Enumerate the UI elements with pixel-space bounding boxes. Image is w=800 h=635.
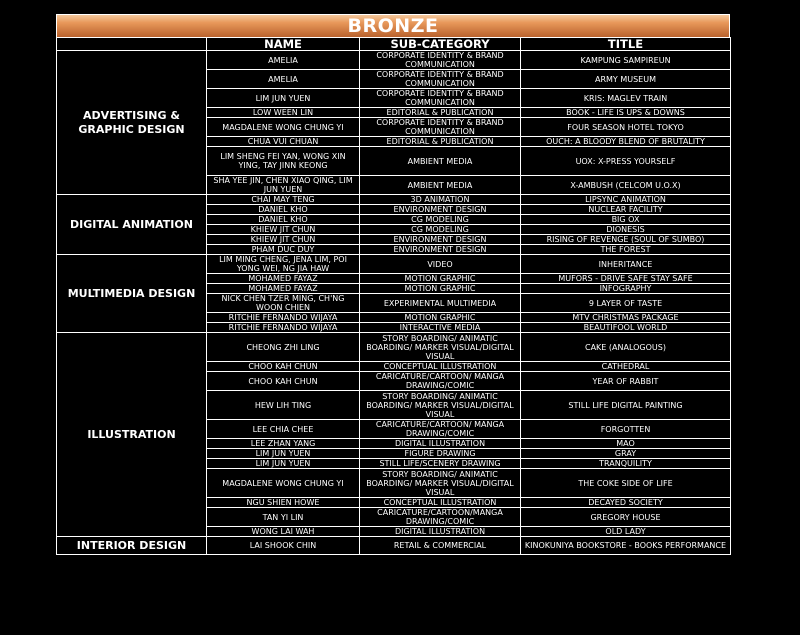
- subcategory-cell: MOTION GRAPHIC: [360, 313, 521, 323]
- title-cell: UOX: X-PRESS YOURSELF: [521, 147, 731, 176]
- name-cell: RITCHIE FERNANDO WIJAYA: [207, 323, 360, 333]
- name-cell: MAGDALENE WONG CHUNG YI: [207, 118, 360, 137]
- name-cell: WONG LAI WAH: [207, 527, 360, 537]
- page-title: BRONZE: [56, 14, 730, 37]
- category-cell: MULTIMEDIA DESIGN: [57, 255, 207, 333]
- subcategory-cell: CORPORATE IDENTITY & BRAND COMMUNICATION: [360, 51, 521, 70]
- title-cell: TRANQUILITY: [521, 459, 731, 469]
- table-body: [57, 51, 731, 555]
- subcategory-cell: ENVIRONMENT DESIGN: [360, 235, 521, 245]
- subcategory-cell: EDITORIAL & PUBLICATION: [360, 108, 521, 118]
- table-row: [57, 333, 731, 362]
- title-cell: RISING OF REVENGE (SOUL OF SUMBO): [521, 235, 731, 245]
- subcategory-cell: EXPERIMENTAL MULTIMEDIA: [360, 294, 521, 313]
- title-cell: FORGOTTEN: [521, 420, 731, 439]
- title-cell: CATHEDRAL: [521, 362, 731, 372]
- subcategory-cell: CARICATURE/CARTOON/ MANGA DRAWING/COMIC: [360, 372, 521, 391]
- subcategory-cell: CARICATURE/CARTOON/MANGA DRAWING/COMIC: [360, 508, 521, 527]
- name-cell: NICK CHEN TZER MING, CH'NG WOON CHIEN: [207, 294, 360, 313]
- subcategory-cell: STORY BOARDING/ ANIMATIC BOARDING/ MARKER VISUAL/DIGITAL VISUAL: [360, 391, 521, 420]
- title-cell: INFOGRAPHY: [521, 284, 731, 294]
- subcategory-cell: CARICATURE/CARTOON/ MANGA DRAWING/COMIC: [360, 420, 521, 439]
- name-cell: LEE ZHAN YANG: [207, 439, 360, 449]
- subcategory-cell: ENVIRONMENT DESIGN: [360, 245, 521, 255]
- subcategory-cell: CG MODELING: [360, 225, 521, 235]
- table-row: [57, 195, 731, 205]
- name-cell: AMELIA: [207, 51, 360, 70]
- name-cell: RITCHIE FERNANDO WIJAYA: [207, 313, 360, 323]
- subcategory-cell: 3D ANIMATION: [360, 195, 521, 205]
- table-row: [57, 51, 731, 70]
- name-cell: NGU SHIEN HOWE: [207, 498, 360, 508]
- title-cell: LIPSYNC ANIMATION: [521, 195, 731, 205]
- title-cell: GREGORY HOUSE: [521, 508, 731, 527]
- name-cell: DANIEL KHO: [207, 205, 360, 215]
- subcategory-cell: RETAIL & COMMERCIAL: [360, 537, 521, 555]
- title-cell: THE COKE SIDE OF LIFE: [521, 469, 731, 498]
- subcategory-cell: MOTION GRAPHIC: [360, 274, 521, 284]
- title-cell: BEAUTIFOOL WORLD: [521, 323, 731, 333]
- title-cell: GRAY: [521, 449, 731, 459]
- name-cell: AMELIA: [207, 70, 360, 89]
- category-cell: DIGITAL ANIMATION: [57, 195, 207, 255]
- title-cell: MTV CHRISTMAS PACKAGE: [521, 313, 731, 323]
- name-cell: MAGDALENE WONG CHUNG YI: [207, 469, 360, 498]
- name-cell: SHA YEE JIN, CHEN XIAO QING, LIM JUN YUEN: [207, 176, 360, 195]
- name-cell: LAI SHOOK CHIN: [207, 537, 360, 555]
- subcategory-cell: MOTION GRAPHIC: [360, 284, 521, 294]
- category-cell: ILLUSTRATION: [57, 333, 207, 537]
- title-cell: ARMY MUSEUM: [521, 70, 731, 89]
- title-cell: OLD LADY: [521, 527, 731, 537]
- title-cell: DECAYED SOCIETY: [521, 498, 731, 508]
- name-cell: LIM JUN YUEN: [207, 89, 360, 108]
- title-cell: YEAR OF RABBIT: [521, 372, 731, 391]
- category-cell: INTERIOR DESIGN: [57, 537, 207, 555]
- title-cell: KRIS: MAGLEV TRAIN: [521, 89, 731, 108]
- subcategory-cell: EDITORIAL & PUBLICATION: [360, 137, 521, 147]
- title-cell: 9 LAYER OF TASTE: [521, 294, 731, 313]
- title-cell: FOUR SEASON HOTEL TOKYO: [521, 118, 731, 137]
- title-cell: OUCH: A BLOODY BLEND OF BRUTALITY: [521, 137, 731, 147]
- name-cell: LIM JUN YUEN: [207, 449, 360, 459]
- subcategory-cell: STORY BOARDING/ ANIMATIC BOARDING/ MARKER VISUAL/DIGITAL VISUAL: [360, 333, 521, 362]
- title-cell: X-AMBUSH (CELCOM U.O.X): [521, 176, 731, 195]
- category-header: [57, 38, 207, 51]
- name-header: NAME: [207, 38, 360, 51]
- subcategory-cell: INTERACTIVE MEDIA: [360, 323, 521, 333]
- subcategory-cell: CONCEPTUAL ILLUSTRATION: [360, 498, 521, 508]
- subcategory-cell: AMBIENT MEDIA: [360, 176, 521, 195]
- name-cell: TAN YI LIN: [207, 508, 360, 527]
- name-cell: MOHAMED FAYAZ: [207, 274, 360, 284]
- name-cell: LIM MING CHENG, JENA LIM, POI YONG WEI, NG JIA HAW: [207, 255, 360, 274]
- category-cell: ADVERTISING & GRAPHIC DESIGN: [57, 51, 207, 195]
- title-cell: BIG OX: [521, 215, 731, 225]
- subcategory-cell: CORPORATE IDENTITY & BRAND COMMUNICATION: [360, 70, 521, 89]
- subcategory-cell: CONCEPTUAL ILLUSTRATION: [360, 362, 521, 372]
- name-cell: HEW LIH TING: [207, 391, 360, 420]
- header-row: [57, 38, 731, 51]
- name-cell: CHEONG ZHI LING: [207, 333, 360, 362]
- title-cell: INHERITANCE: [521, 255, 731, 274]
- subcategory-cell: ENVIRONMENT DESIGN: [360, 205, 521, 215]
- name-cell: CHOO KAH CHUN: [207, 372, 360, 391]
- title-cell: THE FOREST: [521, 245, 731, 255]
- title-cell: KINOKUNIYA BOOKSTORE - BOOKS PERFORMANCE: [521, 537, 731, 555]
- awards-table: [56, 37, 731, 555]
- title-cell: KAMPUNG SAMPIREUN: [521, 51, 731, 70]
- subcategory-cell: DIGITAL ILLUSTRATION: [360, 527, 521, 537]
- bronze-awards-table: [56, 14, 730, 555]
- name-cell: CHUA VUI CHUAN: [207, 137, 360, 147]
- title-cell: MAO: [521, 439, 731, 449]
- name-cell: PHAM DUC DUY: [207, 245, 360, 255]
- title-cell: DIONESIS: [521, 225, 731, 235]
- title-cell: STILL LIFE DIGITAL PAINTING: [521, 391, 731, 420]
- name-cell: LIM SHENG FEI YAN, WONG XIN YING, TAY JINN KEONG: [207, 147, 360, 176]
- subcategory-header: SUB-CATEGORY: [360, 38, 521, 51]
- title-cell: CAKE (ANALOGOUS): [521, 333, 731, 362]
- title-cell: NUCLEAR FACILITY: [521, 205, 731, 215]
- table-row: [57, 537, 731, 555]
- subcategory-cell: CORPORATE IDENTITY & BRAND COMMUNICATION: [360, 118, 521, 137]
- name-cell: KHIEW JIT CHUN: [207, 225, 360, 235]
- name-cell: CHOO KAH CHUN: [207, 362, 360, 372]
- subcategory-cell: STILL LIFE/SCENERY DRAWING: [360, 459, 521, 469]
- subcategory-cell: CG MODELING: [360, 215, 521, 225]
- title-header: TITLE: [521, 38, 731, 51]
- name-cell: CHAI MAY TENG: [207, 195, 360, 205]
- title-cell: MUFORS - DRIVE SAFE STAY SAFE: [521, 274, 731, 284]
- subcategory-cell: AMBIENT MEDIA: [360, 147, 521, 176]
- name-cell: MOHAMED FAYAZ: [207, 284, 360, 294]
- name-cell: DANIEL KHO: [207, 215, 360, 225]
- subcategory-cell: VIDEO: [360, 255, 521, 274]
- subcategory-cell: FIGURE DRAWING: [360, 449, 521, 459]
- name-cell: KHIEW JIT CHUN: [207, 235, 360, 245]
- title-cell: BOOK - LIFE IS UPS & DOWNS: [521, 108, 731, 118]
- subcategory-cell: STORY BOARDING/ ANIMATIC BOARDING/ MARKER VISUAL/DIGITAL VISUAL: [360, 469, 521, 498]
- name-cell: LIM JUN YUEN: [207, 459, 360, 469]
- subcategory-cell: DIGITAL ILLUSTRATION: [360, 439, 521, 449]
- subcategory-cell: CORPORATE IDENTITY & BRAND COMMUNICATION: [360, 89, 521, 108]
- name-cell: LEE CHIA CHEE: [207, 420, 360, 439]
- name-cell: LOW WEEN LIN: [207, 108, 360, 118]
- table-row: [57, 255, 731, 274]
